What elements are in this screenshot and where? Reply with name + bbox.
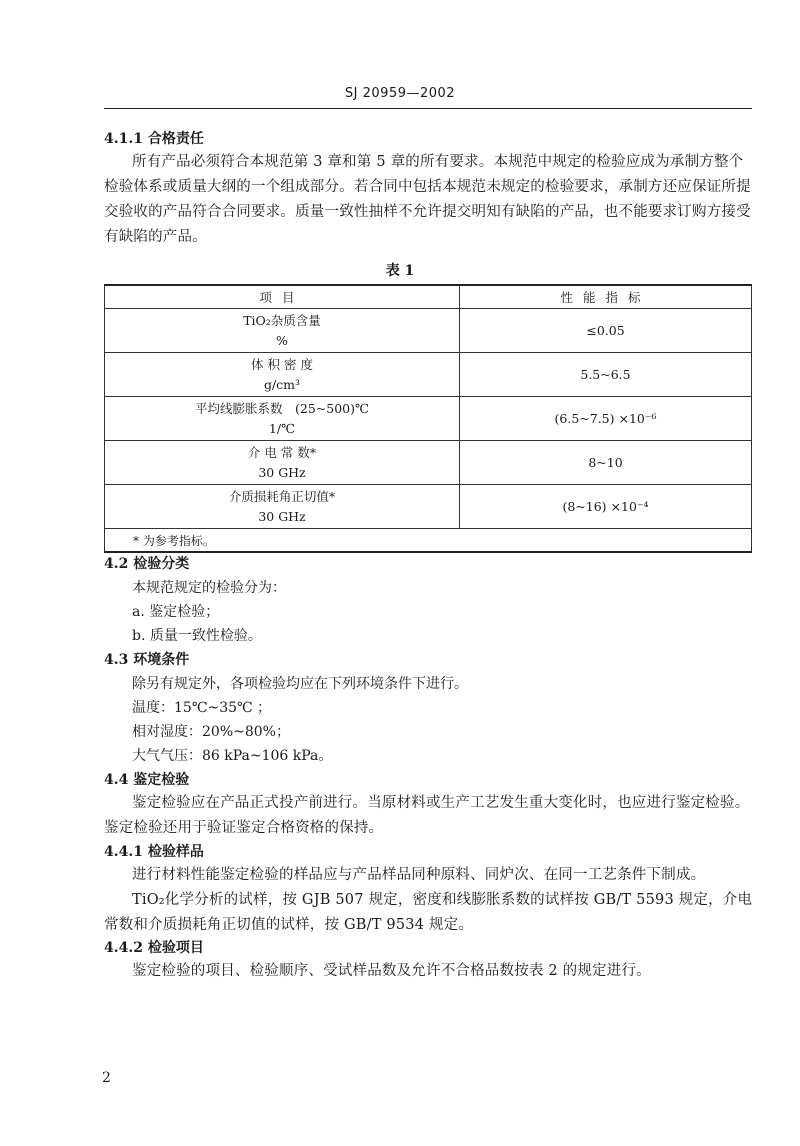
row-item: 体 积 密 度 <box>251 356 313 372</box>
table-1-title: 表 1 <box>385 263 415 279</box>
row-item: TiO₂杂质含量 <box>243 312 321 328</box>
pressure-line: 大气气压：86 kPa~106 kPa。 <box>132 748 333 764</box>
row-unit: 30 GHz <box>258 508 306 524</box>
table-1 <box>104 284 752 553</box>
section-4-1-1-text: 所有产品必须符合本规范第 3 章和第 5 章的所有要求。本规范中规定的检验应成为承制方整个检验体系或质量大纲的一个组成部分。若合同中包括本规范未规定的检验要求，承制方还应保证所提交验收的产品符合合同要求。质量一致性抽样不允许提交明知有缺陷的产品，也不能要求订购方接受有缺陷的产品。 <box>104 154 751 245</box>
section-4-4-heading: 4.4 鉴定检验 <box>104 772 190 788</box>
humidity-line: 相对湿度：20%~80%； <box>132 724 290 740</box>
row-value: 5.5~6.5 <box>460 353 752 397</box>
row-value: 8~10 <box>460 441 752 485</box>
temperature-line: 温度：15℃~35℃ ； <box>132 700 272 716</box>
section-4-4-2-text: 鉴定检验的项目、检验顺序、受试样品数及允许不合格品数按表 2 的规定进行。 <box>132 963 651 979</box>
table-header-row <box>105 285 752 309</box>
section-4-1-1-heading: 4.1.1 合格责任 <box>104 131 204 147</box>
section-4-4-1-heading: 4.4.1 检验样品 <box>104 844 204 860</box>
document-code: SJ 20959—2002 <box>344 86 456 101</box>
header-spec: 性能指标 <box>460 285 752 309</box>
list-item: b. 质量一致性检验。 <box>132 628 262 644</box>
section-4-4-text: 鉴定检验应在产品正式投产前进行。当原材料或生产工艺发生重大变化时，也应进行鉴定检验。鉴定检验还用于验证鉴定合格资格的保持。 <box>104 795 750 836</box>
table-note-row <box>105 529 752 553</box>
table-row <box>105 485 752 529</box>
row-item: 平均线膨胀系数 (25~500)℃ <box>195 400 369 416</box>
header-item: 项目 <box>105 285 460 309</box>
section-4-3-intro: 除另有规定外，各项检验均应在下列环境条件下进行。 <box>132 676 468 692</box>
row-unit: % <box>276 332 288 348</box>
row-item: 介质损耗角正切值* <box>228 488 336 504</box>
section-4-3-heading: 4.3 环境条件 <box>104 652 190 668</box>
header-rule <box>104 108 752 109</box>
row-unit: 1/℃ <box>268 420 296 436</box>
section-4-2-heading: 4.2 检验分类 <box>104 556 190 572</box>
row-value: (8~16) ×10⁻⁴ <box>460 485 752 529</box>
table-row <box>105 441 752 485</box>
table-note: * 为参考指标。 <box>105 529 752 553</box>
section-4-4-1-text2: TiO₂化学分析的试样，按 GJB 507 规定，密度和线膨胀系数的试样按 GB/T 5593 规定，介电常数和介质损耗角正切值的试样，按 GB/T 9534 规定。 <box>104 892 753 933</box>
table-row <box>105 309 752 353</box>
section-4-4-1-text1: 进行材料性能鉴定检验的样品应与产品样品同种原料、同炉次、在同一工艺条件下制成。 <box>132 867 706 883</box>
table-row <box>105 397 752 441</box>
row-value: ≤0.05 <box>460 309 752 353</box>
section-4-4-2-heading: 4.4.2 检验项目 <box>104 940 204 956</box>
page-number: 2 <box>102 1070 111 1086</box>
row-unit: 30 GHz <box>258 464 306 480</box>
row-unit: g/cm³ <box>263 376 301 392</box>
row-value: (6.5~7.5) ×10⁻⁶ <box>460 397 752 441</box>
list-item: a. 鉴定检验； <box>132 604 220 620</box>
table-row <box>105 353 752 397</box>
row-item: 介 电 常 数* <box>247 444 317 460</box>
section-4-2-intro: 本规范规定的检验分为： <box>132 580 286 596</box>
